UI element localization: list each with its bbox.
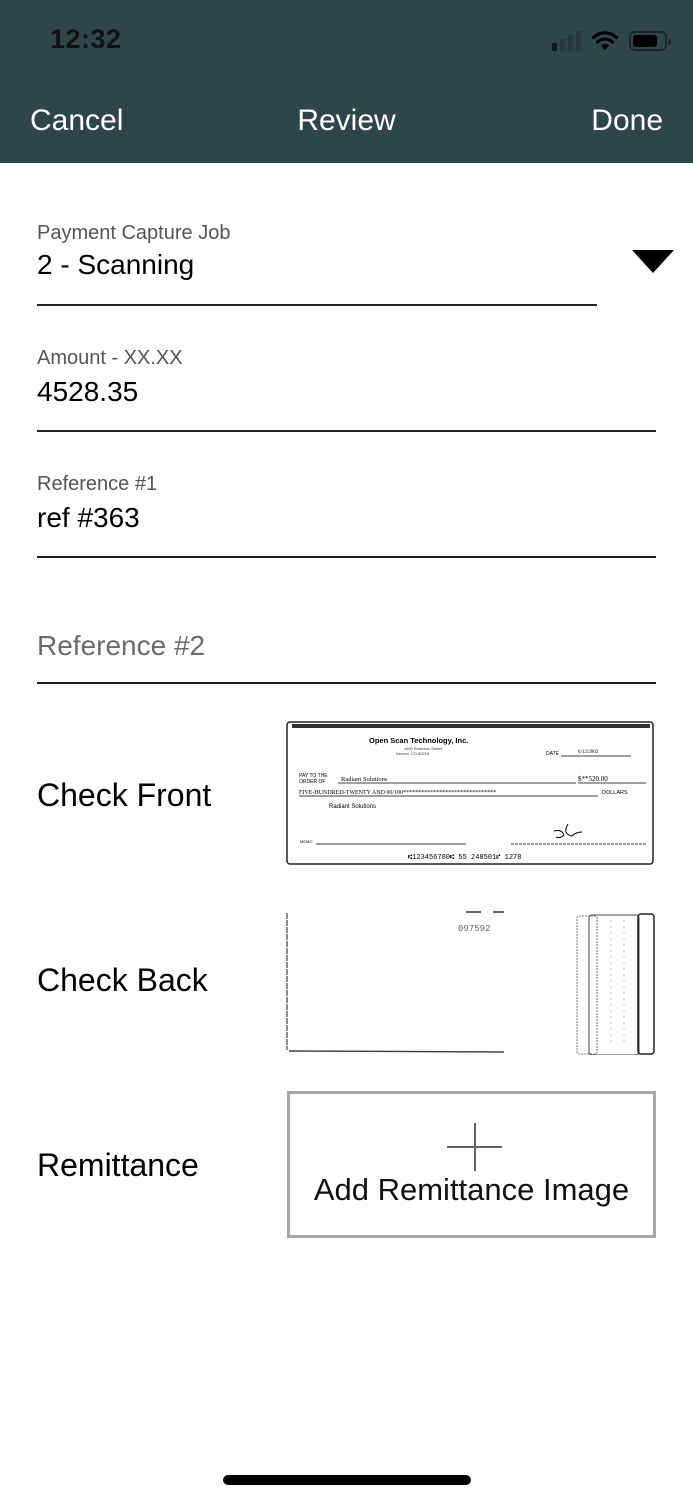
amount-underline [37,430,656,432]
reference1-field[interactable] [37,473,656,534]
amount-field[interactable] [37,347,656,408]
home-indicator[interactable] [223,1475,471,1485]
svg-text:Open Scan Technology, Inc.: Open Scan Technology, Inc. [369,736,469,745]
check-front-scan [286,719,656,869]
svg-text:ORDER OF: ORDER OF [299,779,326,785]
add-remittance-image-button[interactable] [287,1091,656,1238]
reference2-underline [37,682,656,684]
svg-text:PAY TO THE: PAY TO THE [299,773,328,779]
check-back-label: Check Back [37,962,208,998]
check-front-label: Check Front [37,777,212,813]
check-back-scan [286,905,656,1055]
reference1-label: Reference #1 [37,473,158,495]
status-time: 12:32 [50,24,122,54]
nav-header [0,0,693,163]
amount-input[interactable]: 4528.35 [37,376,139,407]
svg-text:DATE: DATE [546,751,559,757]
reference1-input[interactable]: ref #363 [37,502,140,533]
svg-text:097592: 097592 [458,924,491,934]
svg-text:1600 Emerson Street: 1600 Emerson Street [404,746,442,751]
payment-job-label: Payment Capture Job [37,222,231,244]
cancel-button[interactable]: Cancel [30,104,124,137]
page-title: Review [297,104,396,137]
svg-text:Denver, CO 80218: Denver, CO 80218 [396,751,430,756]
wifi-icon [591,30,619,52]
add-remittance-image-label: Add Remittance Image [313,1172,630,1207]
payment-job-dropdown[interactable] [37,222,597,281]
svg-text:$**520.00: $**520.00 [578,775,608,783]
reference1-underline [37,556,656,558]
signal-icon [552,31,581,51]
payment-job-value: 2 - Scanning [37,249,195,280]
svg-text:Radiant Solutions: Radiant Solutions [329,804,377,810]
payment-job-underline [37,304,597,306]
svg-text:6/12/2002: 6/12/2002 [578,750,599,755]
reference2-field[interactable] [37,630,656,662]
plus-icon [447,1123,502,1171]
svg-text:⑆123456780⑆ 55 248501⑈ 1278: ⑆123456780⑆ 55 248501⑈ 1278 [408,854,522,862]
svg-text:DOLLARS: DOLLARS [602,790,628,796]
battery-icon [629,31,667,51]
amount-label: Amount - XX.XX [37,347,183,369]
check-front-image[interactable] [286,719,656,869]
svg-text:FIVE-HUNDRED-TWENTY AND 00/100: FIVE-HUNDRED-TWENTY AND 00/100******************************* [299,790,497,796]
status-icons [552,30,667,52]
svg-text:Radiant Solutions: Radiant Solutions [341,776,388,783]
remittance-label: Remittance [37,1147,199,1183]
done-button[interactable]: Done [591,104,663,137]
reference2-input[interactable]: Reference #2 [37,630,206,661]
dropdown-triangle-icon[interactable] [632,250,674,273]
check-back-image[interactable] [286,905,656,1055]
svg-text:MEMO: MEMO [300,839,313,844]
